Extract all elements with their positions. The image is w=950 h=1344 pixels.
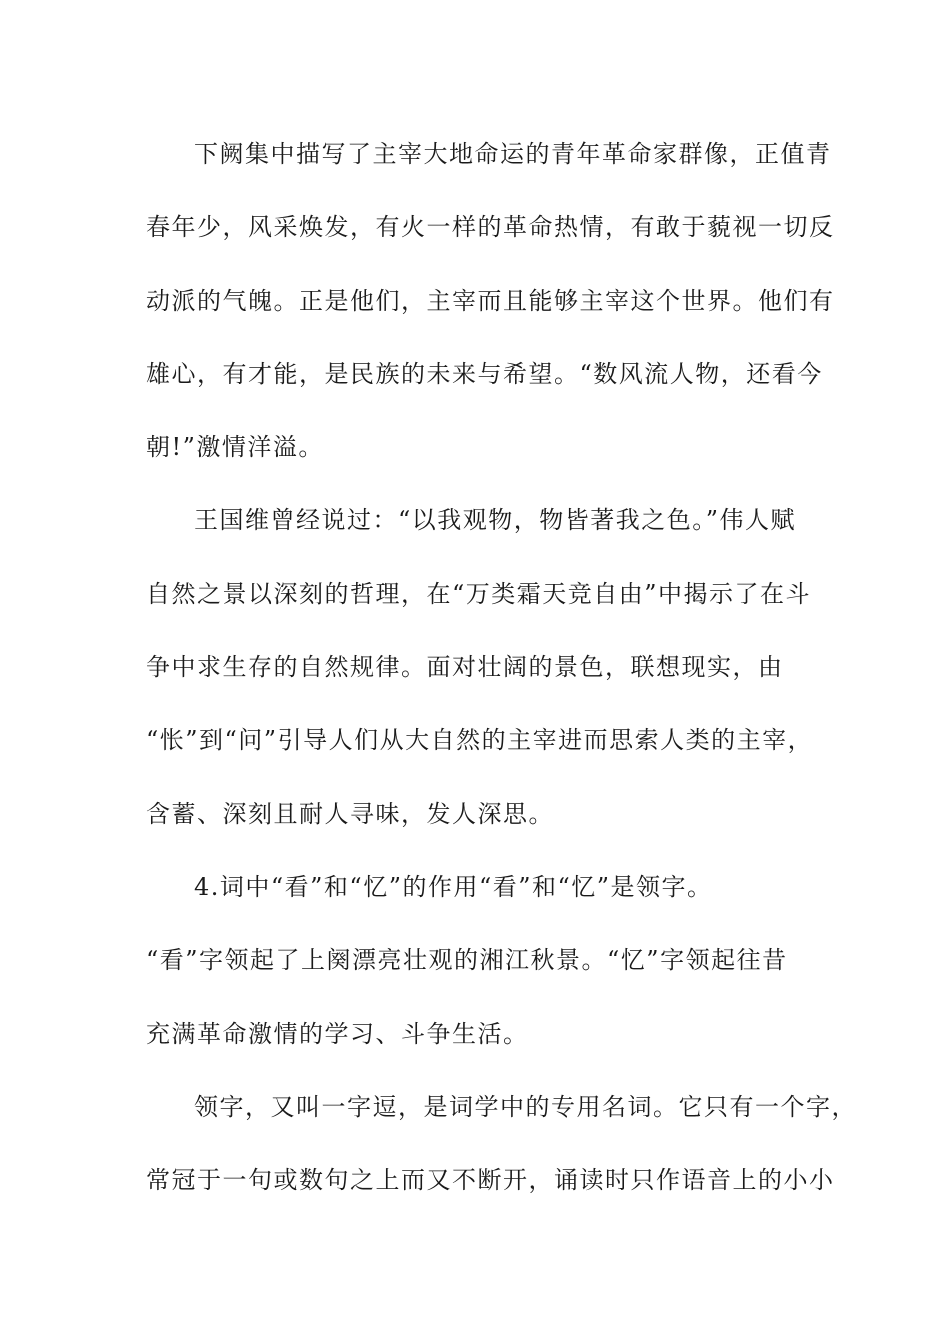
paragraph-line: 争中求生存的自然规律。面对壮阔的景色，联想现实，由	[146, 653, 784, 682]
paragraph-line: 雄心，有才能，是民族的未来与希望。“数风流人物，还看今	[146, 359, 823, 388]
paragraph-line: “怅”到“问”引导人们从大自然的主宰进而思索人类的主宰，	[146, 726, 814, 755]
paragraph-line: 朝!”激情洋溢。	[146, 433, 324, 462]
paragraph-line: 动派的气魄。正是他们，主宰而且能够主宰这个世界。他们有	[146, 286, 835, 315]
paragraph-line: 春年少，风采焕发，有火一样的革命热情，有敢于藐视一切反	[146, 213, 835, 242]
paragraph-line: 领字，又叫一字逗，是词学中的专用名词。它只有一个字，	[194, 1092, 857, 1121]
paragraph-line: 含蓄、深刻且耐人寻味，发人深思。	[146, 799, 554, 828]
paragraph-line: 常冠于一句或数句之上而又不断开，诵读时只作语音上的小小	[146, 1166, 835, 1195]
paragraph-line: 下阙集中描写了主宰大地命运的青年革命家群像，正值青	[194, 140, 832, 168]
paragraph-line: 4.词中“看”和“忆”的作用“看”和“忆”是领字。	[194, 872, 713, 901]
paragraph-line: 王国维曾经说过：“以我观物，物皆著我之色。”伟人赋	[194, 506, 797, 535]
paragraph-line: 自然之景以深刻的哲理，在“万类霜天竞自由”中揭示了在斗	[146, 579, 812, 608]
paragraph-line: “看”字领起了上阕漂亮壮观的湘江秋景。“忆”字领起往昔	[146, 946, 788, 975]
paragraph-line: 充满革命激情的学习、斗争生活。	[146, 1019, 529, 1048]
document-body	[146, 127, 857, 1226]
